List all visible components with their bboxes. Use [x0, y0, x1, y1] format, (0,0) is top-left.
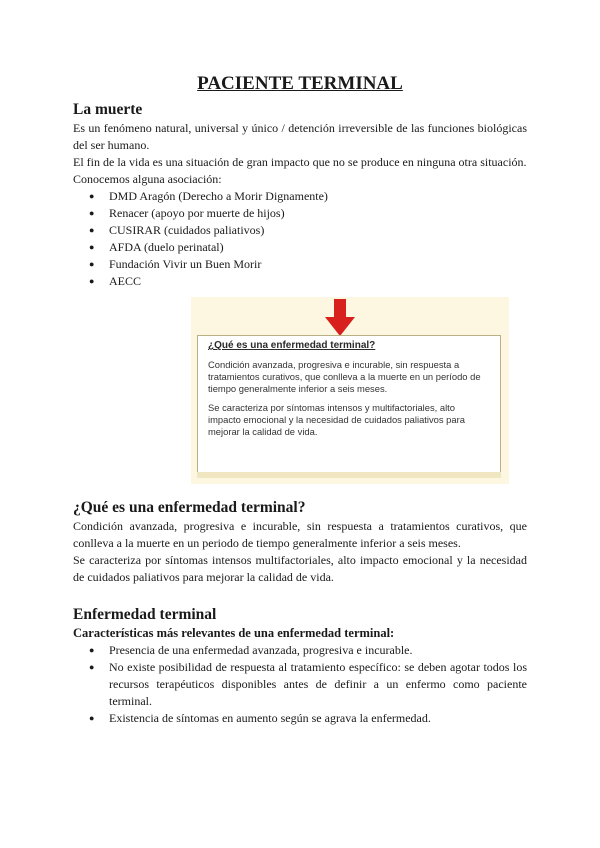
section-heading-enfermedad: Enfermedad terminal	[73, 606, 217, 623]
paragraph-muerte-3: Conocemos alguna asociación:	[73, 172, 222, 186]
section-que-es	[73, 498, 527, 586]
figure-title: ¿Qué es una enfermedad terminal?	[208, 340, 376, 351]
definition-box	[197, 335, 501, 473]
figure-shadow	[197, 472, 501, 478]
list-item: ● No existe posibilidad de respuesta al tratamiento específico: se deben agotar todos los recursos terapéuticos disponibles antes de definir a un enfermo como paciente terminal.	[73, 659, 527, 710]
list-item: ● Presencia de una enfermedad avanzada, progresiva e incurable.	[73, 642, 527, 659]
section-enfermedad-terminal	[73, 605, 527, 727]
list-item: ● AECC	[73, 273, 527, 290]
list-item: ● Fundación Vivir un Buen Morir	[73, 256, 527, 273]
paragraph-muerte-2: El fin de la vida es una situación de gran impacto que no se produce en ninguna otra situación.	[73, 155, 527, 169]
down-arrow-icon	[325, 299, 355, 336]
characteristics-list	[73, 642, 527, 727]
section-heading-muerte: La muerte	[73, 101, 143, 118]
definition-figure	[191, 297, 509, 484]
list-item: ● Renacer (apoyo por muerte de hijos)	[73, 205, 527, 222]
list-item: ● CUSIRAR (cuidados paliativos)	[73, 222, 527, 239]
section-la-muerte	[73, 100, 527, 290]
list-item: ● Existencia de síntomas en aumento según se agrava la enfermedad.	[73, 710, 527, 727]
list-item: ● AFDA (duelo perinatal)	[73, 239, 527, 256]
paragraph-muerte-1: Es un fenómeno natural, universal y único / detención irreversible de las funciones biológicas del ser humano.	[73, 121, 527, 152]
list-item: ● DMD Aragón (Derecho a Morir Dignamente)	[73, 188, 527, 205]
section-heading-que-es: ¿Qué es una enfermedad terminal?	[73, 499, 306, 516]
paragraph-que-es-2: Se caracteriza por síntomas intensos multifactoriales, alto impacto emocional y la necesidad de cuidados paliativos para mejorar la calidad de vida.	[73, 553, 527, 584]
document-title: PACIENTE TERMINAL	[197, 73, 403, 94]
subheading-caracteristicas: Características más relevantes de una enfermedad terminal:	[73, 626, 395, 640]
figure-paragraph-2: Se caracteriza por síntomas intensos y multifactoriales, alto impacto emocional y la necesidad de cuidados paliativos para mejorar la calidad de vida.	[208, 402, 465, 437]
document-page	[73, 72, 527, 290]
figure-paragraph-1: Condición avanzada, progresiva e incurable, sin respuesta a tratamientos curativos, que conlleva a la muerte en un período de tiempo generalmente inferior a seis meses.	[208, 359, 481, 394]
association-list	[73, 188, 527, 290]
paragraph-que-es-1: Condición avanzada, progresiva e incurable, sin respuesta a tratamientos curativos, que conlleva a la muerte en un periodo de tiempo generalmente inferior a seis meses.	[73, 519, 527, 550]
